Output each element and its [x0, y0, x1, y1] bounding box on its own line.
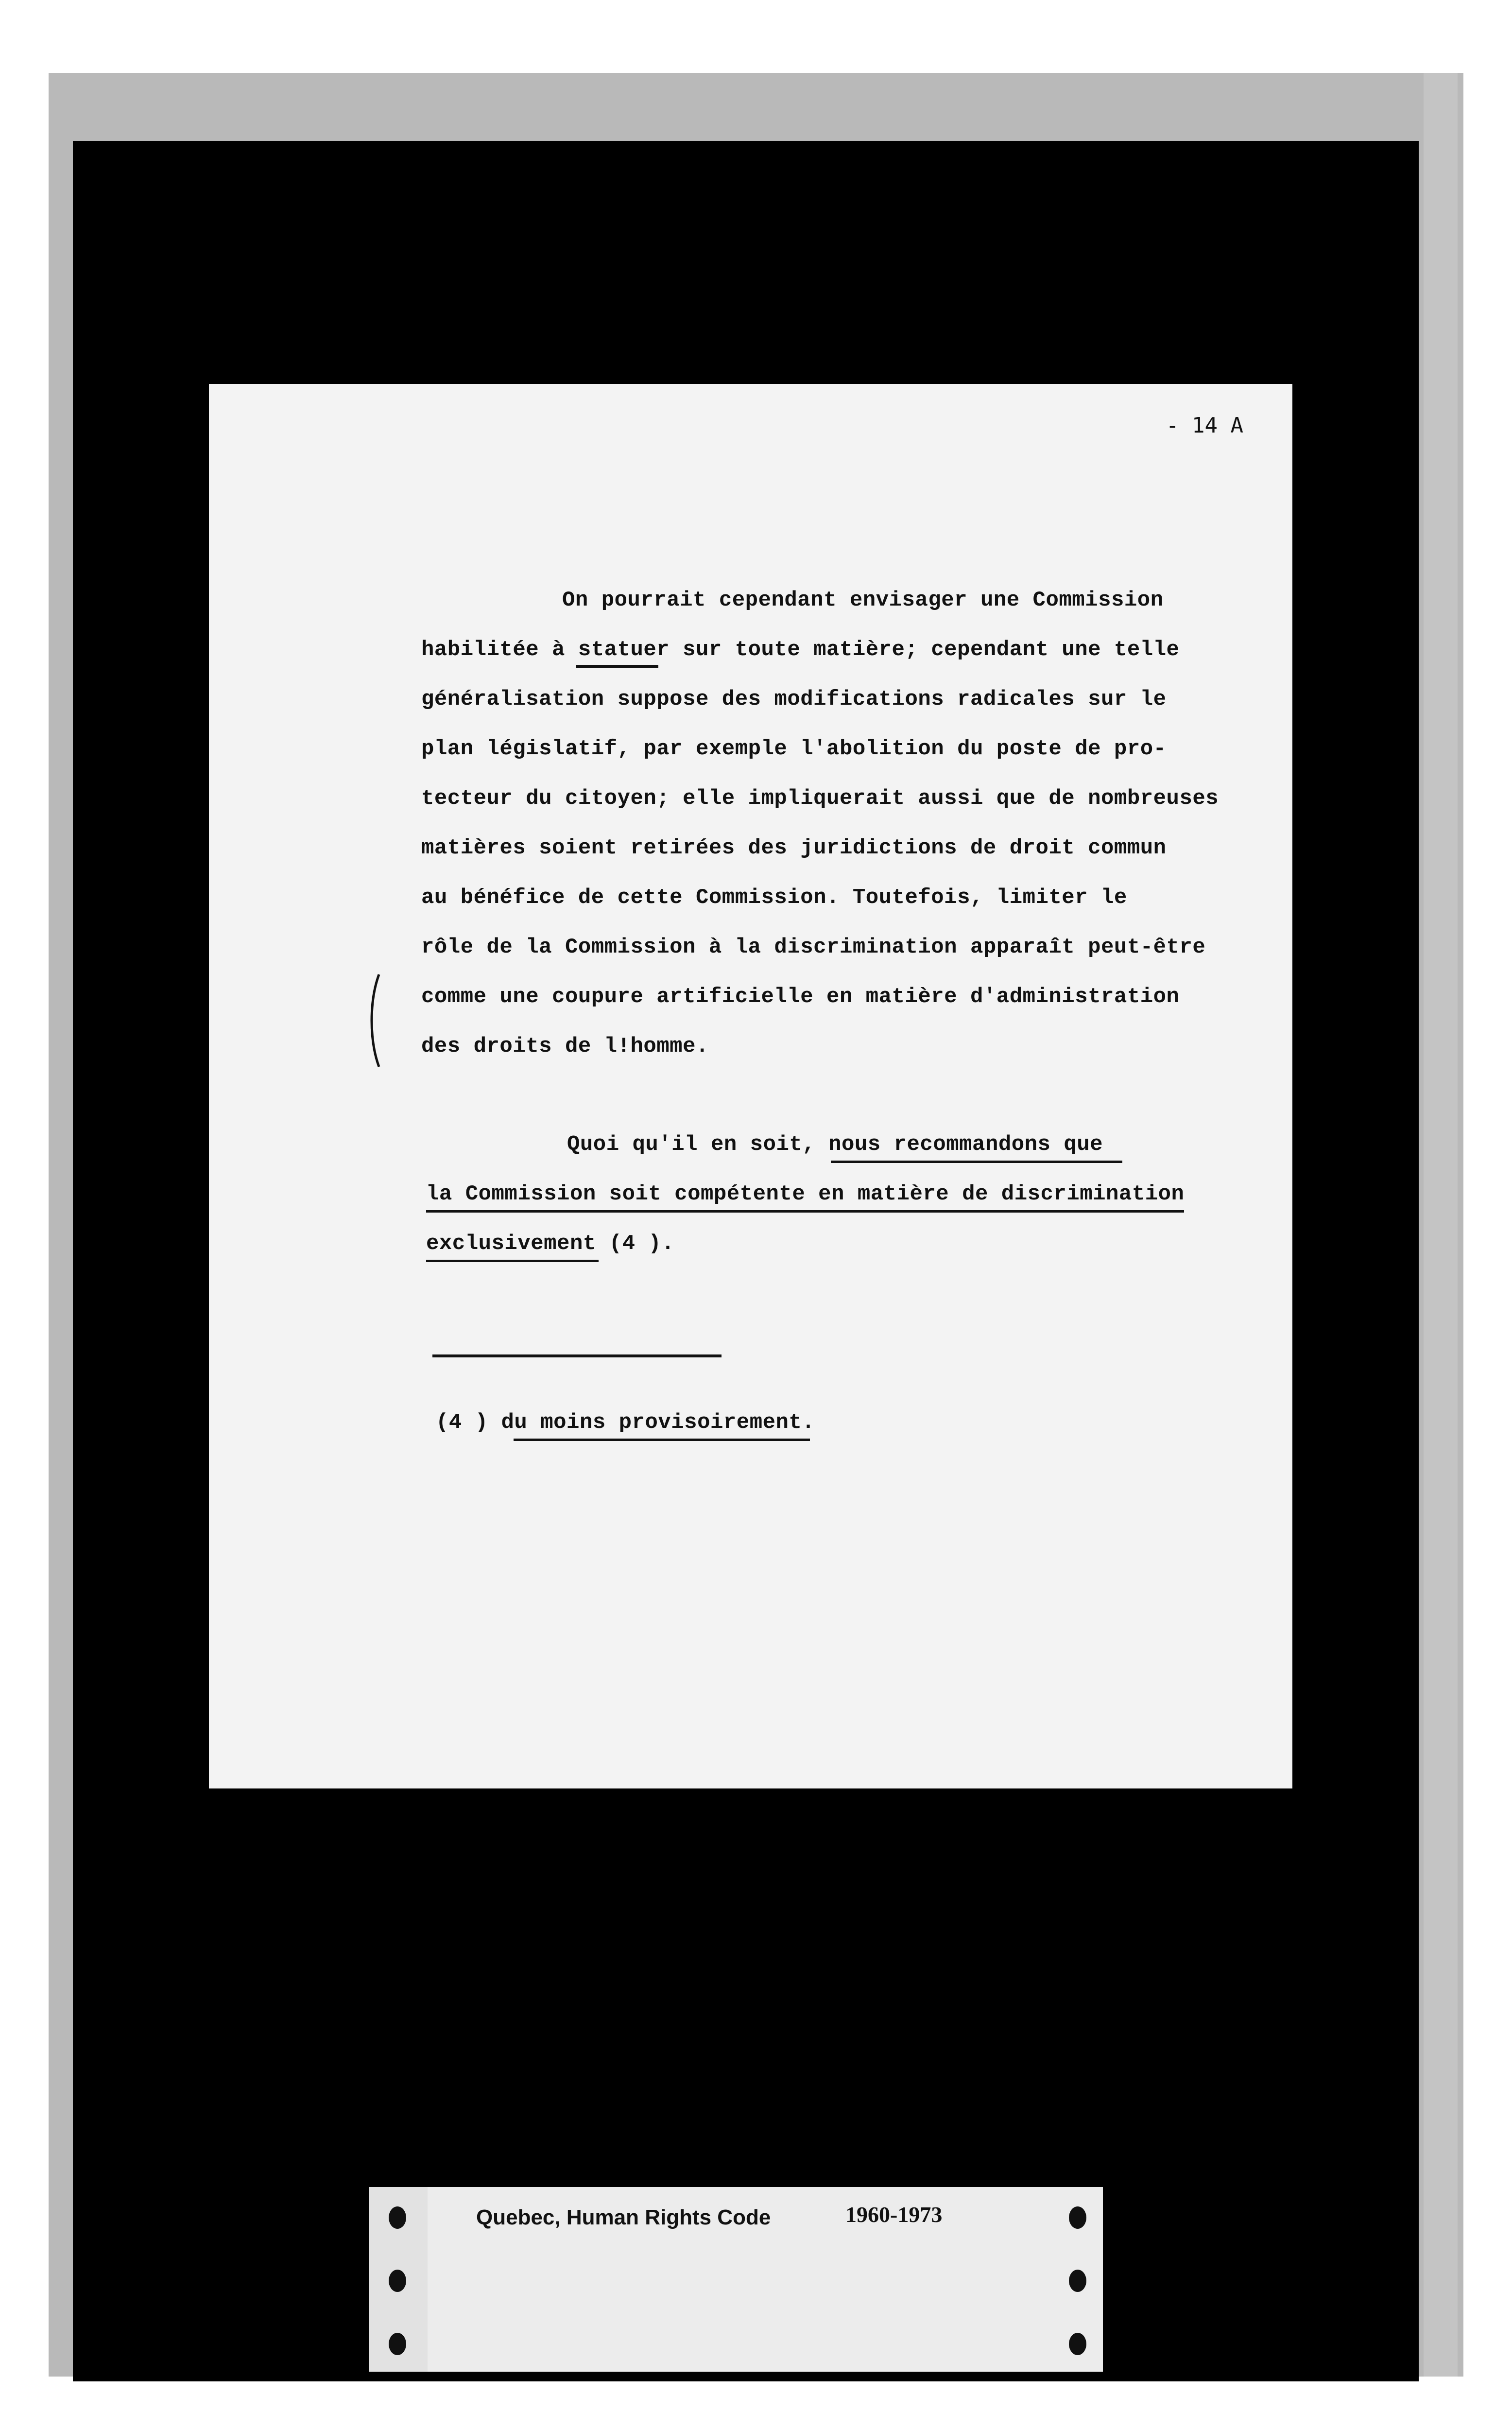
handwritten-underline [576, 665, 658, 668]
sprocket-hole [1069, 2270, 1086, 2292]
document-page [209, 384, 1292, 1788]
sprocket-hole [389, 2206, 406, 2229]
margin-bracket-mark [364, 972, 389, 1069]
paragraph-line: On pourrait cependant envisager une Commission [562, 588, 1164, 612]
paragraph-line: tecteur du citoyen; elle impliquerait aussi que de nombreuses [421, 786, 1219, 811]
footnote-separator [432, 1354, 722, 1357]
paragraph-line: comme une coupure artificielle en matière d'administration [421, 985, 1180, 1009]
label-title: Quebec, Human Rights Code [476, 2205, 771, 2229]
paragraph-line: la Commission soit compétente en matière de discrimination [426, 1182, 1185, 1206]
text-underline [426, 1260, 599, 1262]
sprocket-hole [1069, 2206, 1086, 2229]
paragraph-line: des droits de l!homme. [421, 1034, 709, 1059]
archive-label [369, 2187, 1103, 2372]
paragraph-line: Quoi qu'il en soit, nous recommandons que [567, 1132, 1103, 1157]
text-underline [831, 1161, 1122, 1163]
paragraph-line: plan législatif, par exemple l'abolition du poste de pro- [421, 737, 1167, 761]
label-years: 1960-1973 [845, 2202, 943, 2227]
text-underline [514, 1439, 810, 1441]
paragraph-line: généralisation suppose des modifications radicales sur le [421, 687, 1167, 712]
paragraph-line: habilitée à statuer sur toute matière; cependant une telle [421, 638, 1180, 662]
sprocket-hole [1069, 2333, 1086, 2355]
sprocket-hole [389, 2333, 406, 2355]
sprocket-hole [389, 2270, 406, 2292]
page-number: - 14 A [1166, 413, 1243, 438]
paragraph-line: au bénéfice de cette Commission. Toutefois, limiter le [421, 885, 1127, 910]
film-edge [1424, 73, 1458, 2377]
text-underline [426, 1210, 1184, 1213]
paragraph-line: exclusivement (4 ). [426, 1232, 675, 1256]
paragraph-line: rôle de la Commission à la discrimination apparaît peut-être [421, 935, 1206, 959]
paragraph-line: matières soient retirées des juridictions de droit commun [421, 836, 1167, 860]
footnote: (4 ) du moins provisoirement. [436, 1410, 815, 1435]
